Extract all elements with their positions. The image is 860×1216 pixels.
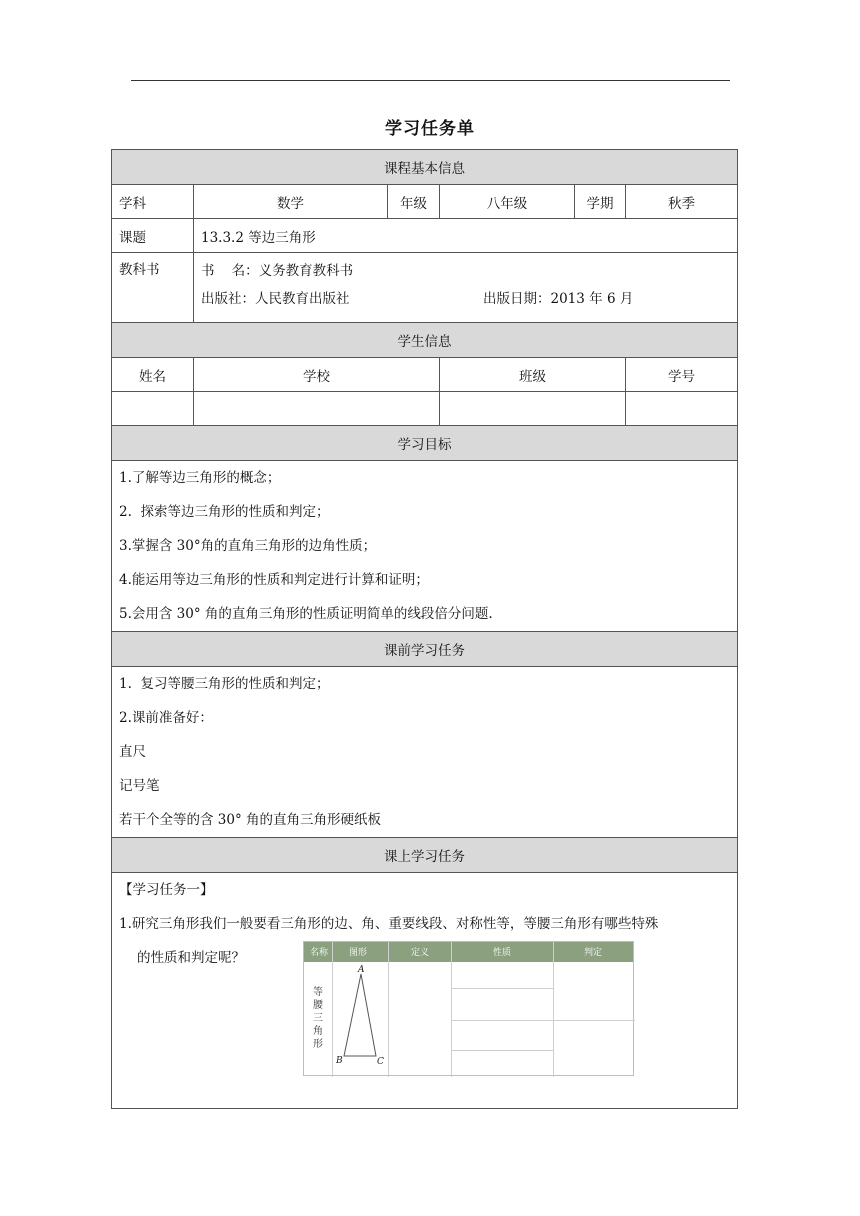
- mini-header-figure: 图形: [349, 948, 368, 958]
- publisher: 出版社：人民教育出版社: [201, 291, 350, 307]
- vertex-label-c: C: [377, 1057, 384, 1067]
- question-text-line1: 1.研究三角形我们一般要看三角形的边、角、重要线段、对称性等，等腰三角形有哪些特殊: [119, 916, 659, 932]
- mini-col-divider: [553, 942, 554, 1077]
- in-class-row: [112, 873, 738, 1109]
- mini-header-criterion: 判定: [584, 948, 603, 958]
- vertex-label-a: A: [358, 965, 365, 975]
- student-header-row: [112, 358, 738, 392]
- pre-task-item: 直尺: [119, 744, 146, 760]
- mini-row-divider: [451, 1020, 635, 1021]
- question-text-line2: 的性质和判定呢？: [137, 950, 245, 966]
- pre-task-item: 1. 复习等腰三角形的性质和判定；: [119, 676, 330, 692]
- mini-table-header: [304, 942, 633, 962]
- student-id-label: 学号: [626, 358, 738, 392]
- goal-item: 1.了解等边三角形的概念；: [119, 470, 281, 486]
- textbook-label: 教科书: [112, 253, 194, 323]
- section-pre-task: [112, 632, 738, 667]
- publisher-line: [201, 285, 730, 313]
- mini-col-divider: [451, 942, 452, 1077]
- goal-item: 3.掌握含 30°角的直角三角形的边角性质；: [119, 538, 377, 554]
- header-rule: [131, 80, 730, 81]
- goal-item: 2. 探索等边三角形的性质和判定；: [119, 504, 330, 520]
- student-class-cell[interactable]: [440, 392, 626, 426]
- section-title: 课程基本信息: [112, 150, 738, 185]
- mini-col-divider: [388, 942, 389, 1077]
- student-name-cell[interactable]: [112, 392, 194, 426]
- document-title: 学习任务单: [385, 119, 475, 139]
- mini-row-divider: [451, 1050, 553, 1051]
- pre-task-list: [112, 667, 738, 838]
- mini-col-divider: [332, 942, 333, 1077]
- mini-row-divider: [451, 988, 553, 989]
- vertex-label-b: B: [336, 1056, 343, 1066]
- goal-item: 5.会用含 30° 角的直角三角形的性质证明简单的线段倍分问题.: [119, 606, 493, 622]
- course-row: [112, 185, 738, 219]
- textbook-info: [194, 253, 738, 323]
- section-title: 课前学习任务: [112, 632, 738, 667]
- mini-header-property: 性质: [493, 948, 512, 958]
- in-class-content: [112, 873, 738, 1109]
- topic-row: [112, 219, 738, 253]
- pre-task-item: 2.课前准备好：: [119, 710, 213, 726]
- term-value: 秋季: [626, 185, 738, 219]
- isosceles-summary-table: [303, 941, 634, 1076]
- student-id-cell[interactable]: [626, 392, 738, 426]
- student-class-label: 班级: [440, 358, 626, 392]
- isosceles-triangle-figure: [334, 964, 388, 1076]
- section-title: 学生信息: [112, 323, 738, 358]
- student-school-label: 学校: [194, 358, 440, 392]
- section-title: 课上学习任务: [112, 838, 738, 873]
- textbook-row: [112, 253, 738, 323]
- subject-label: 学科: [112, 185, 194, 219]
- pre-task-item: 记号笔: [119, 778, 160, 794]
- section-title: 学习目标: [112, 426, 738, 461]
- grade-value: 八年级: [440, 185, 575, 219]
- goal-item: 4.能运用等边三角形的性质和判定进行计算和证明；: [119, 572, 429, 588]
- section-in-class-task: [112, 838, 738, 873]
- question-block: [119, 907, 730, 1097]
- book-name: 书 名：义务教育教科书: [201, 263, 354, 279]
- section-course-info: [112, 150, 738, 185]
- subject-value: 数学: [194, 185, 388, 219]
- publish-date: 出版日期：2013 年 6 月: [483, 291, 634, 307]
- goals-list: [112, 461, 738, 632]
- mini-header-definition: 定义: [411, 948, 430, 958]
- task-sheet-table: [111, 149, 738, 1109]
- pre-task-item: 若干个全等的含 30° 角的直角三角形硬纸板: [119, 812, 382, 828]
- section-student-info: [112, 323, 738, 358]
- goals-row: [112, 461, 738, 632]
- student-input-row: [112, 392, 738, 426]
- term-label: 学期: [575, 185, 626, 219]
- pre-task-row: [112, 667, 738, 838]
- student-school-cell[interactable]: [194, 392, 440, 426]
- student-name-label: 姓名: [112, 358, 194, 392]
- task-heading: 【学习任务一】: [119, 882, 214, 898]
- grade-label: 年级: [388, 185, 440, 219]
- topic-label: 课题: [112, 219, 194, 253]
- topic-value: 13.3.2 等边三角形: [194, 219, 738, 253]
- section-goals: [112, 426, 738, 461]
- mini-header-name: 名称: [310, 948, 329, 958]
- mini-row-name: 等腰三角形: [313, 987, 323, 1050]
